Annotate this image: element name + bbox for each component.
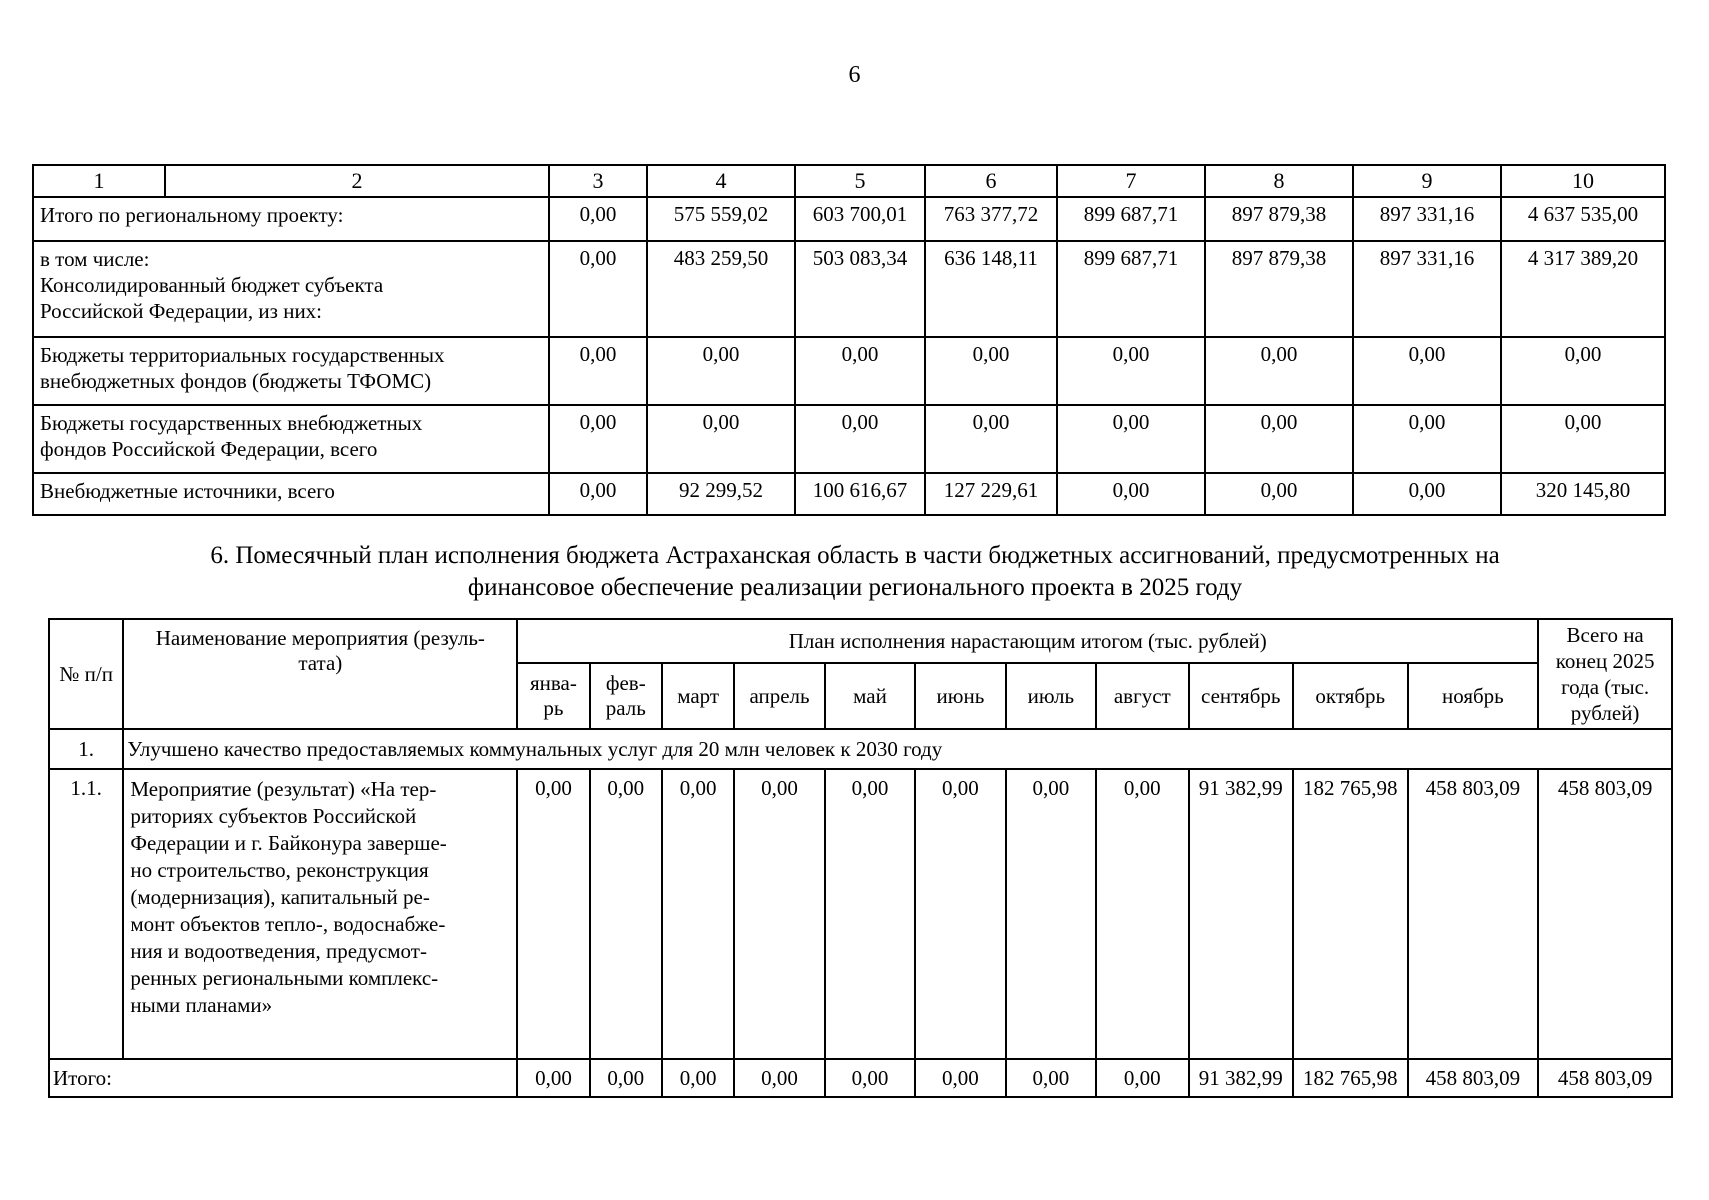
cell-value: 0,00 xyxy=(549,197,647,241)
month-header: июль xyxy=(1006,663,1096,729)
col-number: 6 xyxy=(925,165,1057,197)
header-total xyxy=(1538,619,1672,729)
label-line: фондов Российской Федерации, всего xyxy=(40,437,378,461)
header-num: № п/п xyxy=(49,619,123,729)
cell-value: 0,00 xyxy=(1006,769,1096,1059)
item-name-line: ния и водоотведения, предусмот- xyxy=(130,939,427,963)
table-row xyxy=(49,769,1672,1059)
item-name-line: но строительство, реконструкция xyxy=(130,858,429,882)
col-number: 5 xyxy=(795,165,925,197)
cell-value: 4 317 389,20 xyxy=(1501,241,1665,337)
cell-value: 127 229,61 xyxy=(925,473,1057,515)
header-plan: План исполнения нарастающим итогом (тыс. рублей) xyxy=(517,619,1538,663)
row-label: Внебюджетные источники, всего xyxy=(33,473,549,515)
month-header: апрель xyxy=(734,663,824,729)
cell-value: 182 765,98 xyxy=(1293,1059,1408,1097)
cell-value: 0,00 xyxy=(517,769,589,1059)
col-number: 4 xyxy=(647,165,795,197)
cell-value: 0,00 xyxy=(590,1059,662,1097)
cell-value: 0,00 xyxy=(1057,405,1205,473)
header-total-line: конец 2025 xyxy=(1555,649,1655,673)
month-line: рь xyxy=(543,696,564,720)
section-title-line: 6. Помесячный план исполнения бюджета Астраханская область в части бюджетных ассигнований, предусмотренных на xyxy=(210,542,1500,569)
cell-value: 603 700,01 xyxy=(795,197,925,241)
item-name-line: монт объектов тепло-, водоснабже- xyxy=(130,912,446,936)
month-line: фев- xyxy=(605,671,646,695)
cell-value: 899 687,71 xyxy=(1057,197,1205,241)
label-line: Бюджеты государственных внебюджетных xyxy=(40,411,423,435)
cell-value: 0,00 xyxy=(662,769,734,1059)
cell-value: 0,00 xyxy=(1501,337,1665,405)
cell-value: 0,00 xyxy=(549,473,647,515)
cell-value: 0,00 xyxy=(734,1059,824,1097)
cell-value: 458 803,09 xyxy=(1408,1059,1539,1097)
row-label xyxy=(33,405,549,473)
col-number: 9 xyxy=(1353,165,1501,197)
cell-value: 897 879,38 xyxy=(1205,241,1353,337)
cell-value: 897 331,16 xyxy=(1353,197,1501,241)
section-title xyxy=(60,540,1650,604)
col-number: 2 xyxy=(165,165,549,197)
cell-value: 458 803,09 xyxy=(1538,1059,1672,1097)
page-number: 6 xyxy=(848,62,861,88)
cell-value: 0,00 xyxy=(1501,405,1665,473)
cell-value: 458 803,09 xyxy=(1408,769,1539,1059)
cell-value: 0,00 xyxy=(795,405,925,473)
cell-value: 0,00 xyxy=(590,769,662,1059)
row-label xyxy=(33,337,549,405)
label-line: в том числе: xyxy=(40,247,150,271)
item-name-line: ренных региональными комплекс- xyxy=(130,966,439,990)
cell-value: 0,00 xyxy=(1353,337,1501,405)
month-header: май xyxy=(825,663,915,729)
regional-project-funding-table xyxy=(32,164,1666,516)
cell-value: 100 616,67 xyxy=(795,473,925,515)
item-name-line: Мероприятие (результат) «На тер- xyxy=(130,777,437,801)
cell-value: 0,00 xyxy=(1096,1059,1188,1097)
cell-value: 0,00 xyxy=(549,337,647,405)
cell-value: 503 083,34 xyxy=(795,241,925,337)
cell-value: 897 879,38 xyxy=(1205,197,1353,241)
month-header xyxy=(517,663,589,729)
label-line: Бюджеты территориальных государственных xyxy=(40,343,445,367)
label-line: Российской Федерации, из них: xyxy=(40,299,323,323)
cell-value: 0,00 xyxy=(915,1059,1005,1097)
cell-value: 899 687,71 xyxy=(1057,241,1205,337)
month-header: ноябрь xyxy=(1408,663,1539,729)
item-name-line: ными планами» xyxy=(130,993,273,1017)
col-number: 10 xyxy=(1501,165,1665,197)
header-total-line: года (тыс. xyxy=(1561,675,1650,699)
cell-value: 0,00 xyxy=(1205,473,1353,515)
cell-value: 182 765,98 xyxy=(1293,769,1408,1059)
cell-value: 0,00 xyxy=(1057,473,1205,515)
cell-value: 0,00 xyxy=(825,769,915,1059)
cell-value: 0,00 xyxy=(549,405,647,473)
cell-value: 0,00 xyxy=(549,241,647,337)
header-total-line: Всего на xyxy=(1566,623,1644,647)
cell-value: 0,00 xyxy=(1096,769,1188,1059)
month-header xyxy=(590,663,662,729)
cell-value: 575 559,02 xyxy=(647,197,795,241)
total-label: Итого: xyxy=(49,1059,517,1097)
table-row xyxy=(33,241,1665,337)
item-name-line: риториях субъектов Российской xyxy=(130,804,417,828)
cell-value: 0,00 xyxy=(795,337,925,405)
month-header: март xyxy=(662,663,734,729)
cell-value: 763 377,72 xyxy=(925,197,1057,241)
cell-value: 0,00 xyxy=(1353,473,1501,515)
table-row xyxy=(33,337,1665,405)
cell-value: 0,00 xyxy=(825,1059,915,1097)
row-label: Итого по региональному проекту: xyxy=(33,197,549,241)
col-number: 7 xyxy=(1057,165,1205,197)
header-name-line: Наименование мероприятия (резуль- xyxy=(155,626,485,650)
label-line: Консолидированный бюджет субъекта xyxy=(40,273,384,297)
col-number: 1 xyxy=(33,165,165,197)
total-row xyxy=(49,1059,1672,1097)
col-number: 8 xyxy=(1205,165,1353,197)
cell-value: 897 331,16 xyxy=(1353,241,1501,337)
month-header: август xyxy=(1096,663,1188,729)
table-row xyxy=(33,473,1665,515)
item-name-line: (модернизация), капитальный ре- xyxy=(130,885,430,909)
monthly-plan-table xyxy=(48,618,1673,1098)
item-name-line: Федерации и г. Байконура заверше- xyxy=(130,831,447,855)
section-title-line: финансовое обеспечение реализации регионального проекта в 2025 году xyxy=(467,574,1243,601)
label-line: внебюджетных фондов (бюджеты ТФОМС) xyxy=(40,369,432,393)
month-line: янва- xyxy=(530,671,577,695)
cell-value: 0,00 xyxy=(517,1059,589,1097)
cell-value: 0,00 xyxy=(925,405,1057,473)
cell-value: 0,00 xyxy=(1006,1059,1096,1097)
section-text: Улучшено качество предоставляемых коммунальных услуг для 20 млн человек к 2030 году xyxy=(123,729,1672,769)
cell-value: 91 382,99 xyxy=(1189,1059,1294,1097)
cell-value: 0,00 xyxy=(1057,337,1205,405)
cell-value: 0,00 xyxy=(925,337,1057,405)
cell-value: 483 259,50 xyxy=(647,241,795,337)
header-name-line: тата) xyxy=(298,651,343,675)
month-header: октябрь xyxy=(1293,663,1408,729)
header-row xyxy=(49,619,1672,663)
table-row xyxy=(33,405,1665,473)
column-number-row xyxy=(33,165,1665,197)
cell-value: 0,00 xyxy=(647,405,795,473)
cell-value: 91 382,99 xyxy=(1189,769,1294,1059)
month-header: сентябрь xyxy=(1189,663,1294,729)
row-num: 1.1. xyxy=(49,769,123,1059)
cell-value: 0,00 xyxy=(1205,405,1353,473)
cell-value: 4 637 535,00 xyxy=(1501,197,1665,241)
cell-value: 320 145,80 xyxy=(1501,473,1665,515)
cell-value: 0,00 xyxy=(662,1059,734,1097)
month-line: раль xyxy=(605,696,646,720)
section-row xyxy=(49,729,1672,769)
cell-value: 458 803,09 xyxy=(1538,769,1672,1059)
cell-value: 636 148,11 xyxy=(925,241,1057,337)
cell-value: 0,00 xyxy=(1205,337,1353,405)
row-label xyxy=(33,241,549,337)
cell-value: 92 299,52 xyxy=(647,473,795,515)
item-name xyxy=(123,769,517,1059)
cell-value: 0,00 xyxy=(1353,405,1501,473)
row-num: 1. xyxy=(49,729,123,769)
table-row xyxy=(33,197,1665,241)
header-name xyxy=(123,619,517,729)
cell-value: 0,00 xyxy=(647,337,795,405)
cell-value: 0,00 xyxy=(734,769,824,1059)
col-number: 3 xyxy=(549,165,647,197)
header-total-line: рублей) xyxy=(1570,701,1640,725)
cell-value: 0,00 xyxy=(915,769,1005,1059)
month-header: июнь xyxy=(915,663,1005,729)
